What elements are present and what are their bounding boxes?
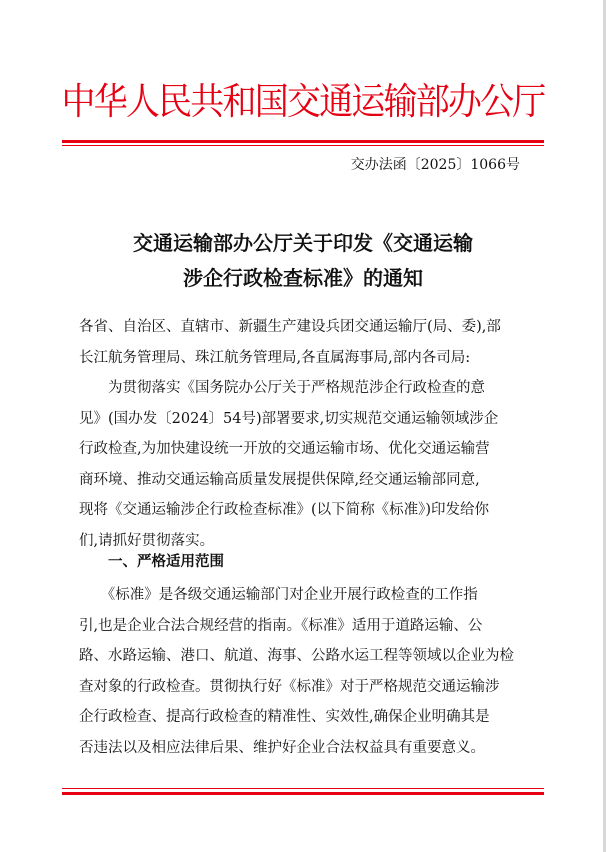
section-1-heading: 一、严格适用范围 (108, 553, 224, 570)
document-title-line-2: 涉企行政检查标准》的通知 (183, 266, 423, 290)
intro-line: 见》(国办发〔2024〕54号)部署要求,切实规范交通运输领域涉企 (79, 410, 499, 427)
addressee-paragraph (79, 312, 525, 373)
document-title-line-1: 交通运输部办公厅关于印发《交通运输 (133, 231, 473, 255)
section-1-line: 《标准》是各级交通运输部门对企业开展行政检查的工作指 (79, 587, 478, 603)
footer-divider-thick (62, 792, 544, 795)
issuing-office-title: 中华人民共和国交通运输部办公厅 (61, 80, 545, 123)
section-1-line: 引,也是企业合法合规经营的指南。《标准》适用于道路运输、公 (79, 617, 483, 634)
footer-divider-thin (62, 788, 544, 789)
document-number: 交办法函〔2025〕1066号 (350, 157, 520, 173)
intro-line: 现将《交通运输涉企行政检查标准》(以下简称《标准》)印发给你 (79, 502, 490, 518)
intro-line: 们,请抓好贯彻落实。 (79, 532, 215, 549)
section-1-line: 否违法以及相应法律后果、维护好企业合法权益具有重要意义。 (79, 739, 485, 756)
intro-line: 为贯彻落实《国务院办公厅关于严格规范涉企行政检查的意 (79, 380, 485, 396)
section-1-line: 路、水路运输、港口、航道、海事、公路水运工程等领域以企业为检 (79, 648, 514, 664)
section-1-paragraph (79, 580, 525, 763)
addressee-line: 各省、自治区、直辖市、新疆生产建设兵团交通运输厅(局、委),部 (79, 319, 501, 335)
addressee-line: 长江航务管理局、珠江航务管理局,各直属海事局,部内各司局: (79, 349, 471, 366)
header-divider-thick (62, 140, 544, 143)
section-1-line: 企行政检查、提高行政检查的精准性、实效性,确保企业明确其是 (79, 709, 490, 725)
intro-line: 商环境、推动交通运输高质量发展提供保障,经交通运输部同意, (79, 471, 480, 488)
intro-paragraph (79, 373, 525, 556)
intro-line: 行政检查,为加快建设统一开放的交通运输市场、优化交通运输营 (79, 441, 490, 457)
section-1-line: 查对象的行政检查。贯彻执行好《标准》对于严格规范交通运输涉 (79, 678, 500, 695)
header-divider-thin (62, 145, 544, 146)
